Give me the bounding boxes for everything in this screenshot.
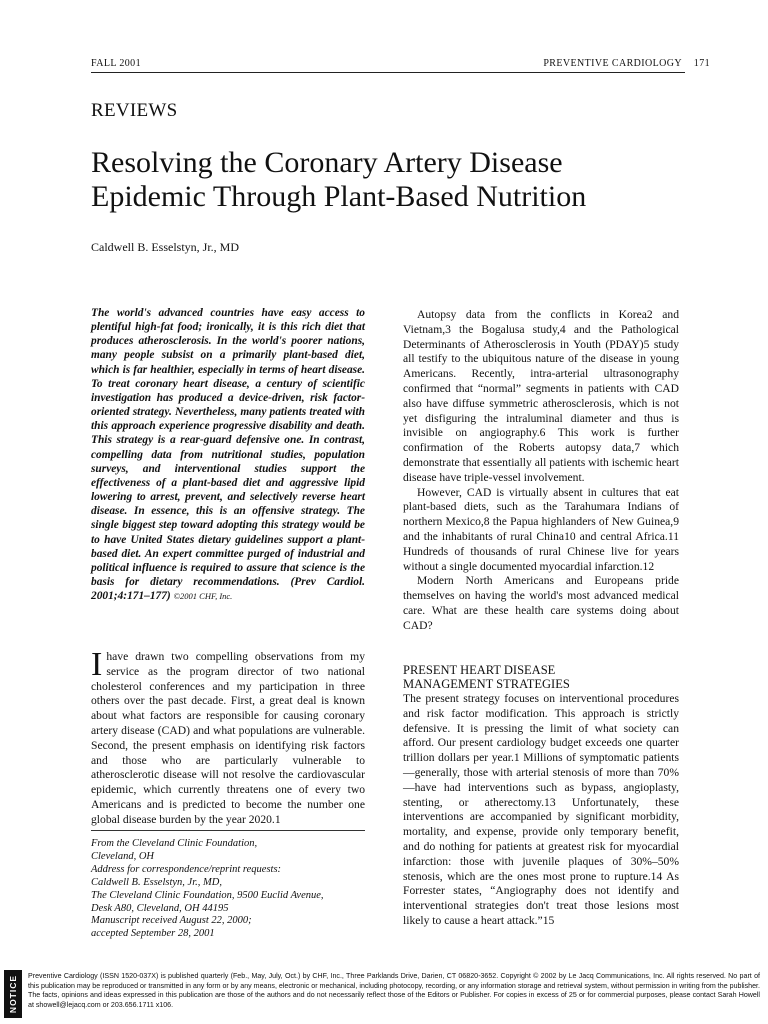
- right-column-lower: [403, 692, 679, 929]
- affiliation-line: From the Cleveland Clinic Foundation,: [91, 838, 258, 849]
- body-paragraph: The present strategy focuses on interventional procedures and risk factor modification. This approach is strictly defensive. It is pressing the limit of what society can afford. Our present cardiology budget exceeds one quarter trillion dollars per year.1 Millions of symptomatic patients—generally, those with arterial stenosis of more than 70%—have had interventions such as bypass, angioplasty, stenting, or atherectomy.13 Unfortunately, these interventions are accompanied by significant morbidity, mortality, and expense, provide only temporary benefit, and do nothing for patients at greatest risk for myocardial infarction: those with juvenile plaques of 30%–50% stenosis, which are the ones most prone to rupture.14 As Forrester states, “Angiography does not identify and interventional strategies don't treat those lesions most likely to cause a heart attack.”15: [403, 692, 679, 927]
- body-paragraph: Autopsy data from the conflicts in Korea2 and Vietnam,3 the Bogalusa study,4 and the Pathological Determinants of Atherosclerosis in Youth (PDAY)5 study all testify to the ubiquitous nature of the disease in young Americans. Recently, intra-arterial ultrasonography confirmed that “normal” segments in patients with CAD also have diffuse symmetric atherosclerosis, which is not yet disfiguring the intraluminal diameter and thus is invisible on angiography.6 This work is further confirmation of the Roberts autopsy data,7 which demonstrate that essentially all patients with ischemic heart disease have triple-vessel involvement.: [403, 308, 679, 484]
- intro-text: have drawn two compelling observations from my service as the program director of two national cholesterol conferences and my participation in three others over the past decade. First, a great deal is known about what factors are responsible for causing coronary artery disease (CAD) and what populations are vulnerable. Second, the present emphasis on identifying risk factors and those who are particularly vulnerable to atherosclerotic disease will not resolve the cardiovascular epidemic, which currently threatens one of every two Americans and is predicted to become the number one global disease burden by the year 2020.1: [91, 650, 365, 826]
- article-title-line-1: Resolving the Coronary Artery Disease: [91, 146, 563, 179]
- body-paragraph: However, CAD is virtually absent in cultures that eat plant-based diets, such as the Tarahumara Indians of northern Mexico,8 the Papua highlanders of New Guinea,9 and the inhabitants of rural China10 and central Africa.11 Hundreds of thousands of rural Chinese live for years without a single documented myocardial infarction.12: [403, 485, 679, 573]
- affiliation-rule: [91, 830, 365, 831]
- notice-label: NOTICE: [8, 974, 18, 1014]
- running-header-journal: PREVENTIVE CARDIOLOGY: [543, 58, 682, 69]
- affiliation-line: Cleveland, OH: [91, 850, 154, 862]
- section-label: REVIEWS: [91, 100, 178, 121]
- subheading-line-1: PRESENT HEART DISEASE: [403, 663, 556, 677]
- page-number: 171: [693, 58, 710, 69]
- abstract-text: The world's advanced countries have easy access to plentiful high-fat food; ironically, it is this rich diet that produces atherosclerosis. In the world's poorer nations, many people subsist on a primarily plant-based diet, which is far healthier, especially in terms of heart disease. To treat coronary heart disease, a century of scientific investigation has produced a device-driven, risk factor-oriented strategy. Nevertheless, many patients treated with this approach experience progressive disability and death. This strategy is a rear-guard defensive one. In contrast, compelling data from nutritional studies, population surveys, and interventional studies support the effectiveness of a plant-based diet and aggressive lipid lowering to arrest, prevent, and selectively reverse heart disease. In essence, this is an offensive strategy. The single biggest step toward adopting this strategy would be to have United States dietary guidelines support a plant-based diet. An expert committee purged of industrial and political influence is required to assure that science is the basis for dietary recommendations. (Prev Cardiol. 2001;4:171–177): [91, 307, 365, 603]
- correspondence-line: Desk A80, Cleveland, OH 44195: [91, 902, 229, 914]
- manuscript-accepted: accepted September 28, 2001: [91, 928, 215, 940]
- right-column-upper: [403, 308, 679, 634]
- header-rule: [91, 72, 685, 73]
- body-paragraph: Modern North Americans and Europeans pride themselves on having the world's most advanced medical care. What are these health care systems doing about CAD?: [403, 574, 679, 632]
- subheading-line-2: MANAGEMENT STRATEGIES: [403, 677, 570, 691]
- article-title-line-2: Epidemic Through Plant-Based Nutrition: [91, 180, 587, 213]
- drop-cap: I: [91, 646, 103, 683]
- section-subheading: [403, 663, 679, 691]
- manuscript-received: Manuscript received August 22, 2000;: [91, 915, 252, 927]
- correspondence-line: The Cleveland Clinic Foundation, 9500 Euclid Avenue,: [91, 889, 324, 901]
- affiliation-block: [91, 838, 365, 941]
- author-byline: Caldwell B. Esselstyn, Jr., MD: [91, 240, 240, 254]
- intro-paragraph: [91, 646, 365, 828]
- abstract-copyright: ©2001 CHF, Inc.: [173, 591, 233, 602]
- copyright-notice: Preventive Cardiology (ISSN 1520-037X) is published quarterly (Feb., May, July, Oct.) by CHF, Inc., Three Parklands Drive, Darien, CT 06820-3652. Copyright © 2002 by Le Jacq Communications, Inc. All rights reserved. No part of this publication may be reproduced or transmitted in any form or by any means, electronic or mechanical, including photocopy, recording, or any information storage and retrieval system, without permission in writing from the publisher. The facts, opinions and ideas expressed in this publication are those of the authors and do not necessarily reflect those of the Editors or Publisher. For copies in excess of 25 or for commercial purposes, please contact Sarah Howell at showell@lejacq.com or 203.656.1711 x106.: [28, 972, 760, 1009]
- correspondence-line: Caldwell B. Esselstyn, Jr., MD,: [91, 876, 222, 888]
- notice-label-box: [4, 970, 22, 1018]
- correspondence-label: Address for correspondence/reprint requests:: [91, 863, 282, 875]
- article-title: [91, 146, 691, 214]
- running-header-issue: FALL 2001: [91, 58, 141, 69]
- abstract: [91, 306, 365, 603]
